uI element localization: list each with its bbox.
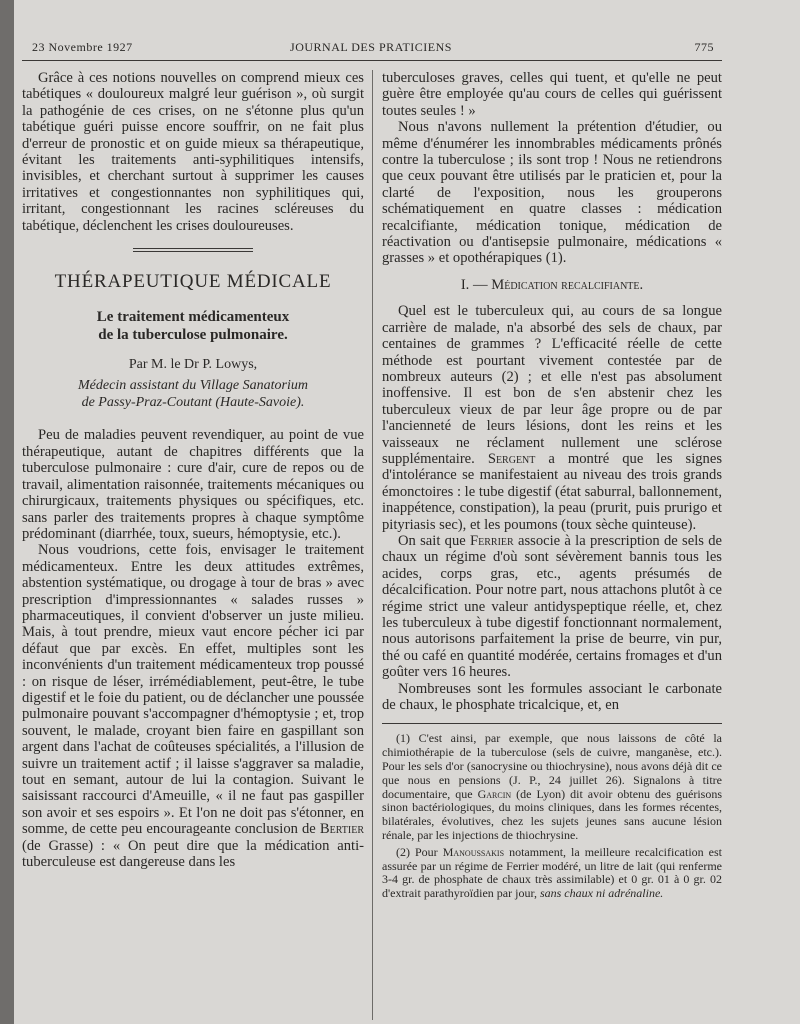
- paragraph-5: [382, 533, 722, 681]
- header-rule: [22, 60, 722, 61]
- author-name-garcin: Garcin: [477, 786, 512, 801]
- running-header: [28, 36, 714, 60]
- byline-role-line2: de Passy-Praz-Coutant (Haute-Savoie).: [81, 395, 305, 411]
- paragraph-continued: tuberculoses graves, celles qui tuent, et qu'elle ne peut guère être employée qu'au cours de celles qui guérissent toutes seules ! »: [382, 70, 722, 119]
- author-name-manoussakis: Manoussakis: [442, 844, 505, 859]
- paragraph-6: Nombreuses sont les formules associant le carbonate de chaux, le phosphate tricalcique, et, en: [382, 680, 722, 714]
- column-rule: [372, 70, 373, 1020]
- paragraph-5-start: On sait que: [398, 532, 466, 549]
- article-title-line2: de la tuberculose pulmonaire.: [98, 327, 288, 344]
- footnote-1-start: (1) C'est ainsi, par exemple, que nous laissons de côté la chimiothérapie de la tuberculose (sels de cuivre, manganèse, etc.). Pour les sels d'or (sanocrysine ou thiochrysine), nous avons déjà dit ce que nous en pensions (J. P., 24 juillet 26). Signalons à titre documentaire, que: [382, 731, 722, 801]
- section-divider: [133, 248, 253, 252]
- article-title: [22, 308, 364, 344]
- article-title-line1: Le traitement médicamenteux: [96, 309, 290, 326]
- paragraph-3: Nous n'avons nullement la prétention d'étudier, ou même d'énumérer les innombrables médicaments prônés contre la tuberculose ; ils sont trop ! Nous ne retiendrons que ceux pouvant être utilisés par le praticien et, pour la clarté de l'exposition, nous les grouperons schématiquement en quatre classes : médication recalcifiante, médication tonique, médication de réactivation ou d'antisepsie pulmonaire, médications « grasses » et opothérapiques (1).: [382, 119, 722, 267]
- footnote-rule: [382, 723, 722, 724]
- header-journal-title: JOURNAL DES PRATICIENS: [290, 40, 452, 54]
- paragraph-4: [382, 303, 722, 533]
- paragraph-4-end: a montré que les signes d'intolérance se manifestaient au niveau des trois grands émonctoires : le tube digestif (état saburral, ballonnement, inappétence, constipation), la peau (prurit, puis prurigo et pityriasis sec), et les poumons (toux sèche quinteuse).: [382, 450, 723, 533]
- paragraph-1: Peu de maladies peuvent revendiquer, au point de vue thérapeutique, autant de chapitres différents que la tuberculose pulmonaire : cure d'air, cure de repos ou de travail, alimentation raisonnée, traitements mécaniques ou chirurgicaux, traitements physiques ou spécifiques, etc. sans parler des traitements propres à chaque symptôme prédominant (diarrhée, toux, sueurs, hémoptysie, etc.).: [22, 427, 364, 542]
- subsection-number: I. —: [460, 276, 488, 293]
- byline-role-line1: Médecin assistant du Village Sanatorium: [78, 378, 308, 394]
- author-name-bertier: Bertier: [319, 821, 364, 838]
- footnote-1-end: (de Lyon) dit avoir obtenu des guérisons sinon bactériologiques, du moins cliniques, dans les formes récentes, bilatérales, évolutives, chez les sujets jeunes sans aucune lésion rénale, par les injections de thiochrysine.: [382, 786, 723, 843]
- header-date: 23 Novembre 1927: [32, 40, 133, 54]
- binding-shadow: [0, 0, 14, 1024]
- author-name-sergent: Sergent: [487, 450, 536, 467]
- byline-author: Par M. le Dr P. Lowys,: [128, 357, 258, 373]
- header-page-number: 775: [694, 40, 714, 54]
- paragraph-2-end: (de Grasse) : « On peut dire que la médication anti-tuberculeuse est dangereuse dans les: [22, 837, 364, 871]
- footnote-1: [382, 732, 722, 842]
- section-title: THÉRAPEUTIQUE MÉDICALE: [54, 271, 332, 293]
- paragraph-4-text: Quel est le tuberculeux qui, au cours de sa longue carrière de malade, n'a absorbé des sels de chaux, par centaines de grammes ? L'efficacité réelle de cette méthode est pourtant vivement contestée par de nombreux auteurs (2) ; et elle n'est pas absolument inoffensive. Il est bon de s'en abstenir chez les tuberculeux vieux de par leur âge propre ou de par l'ancienneté de leurs lésions, dont les reins et les vaisseaux ne réclament nullement une sclérose supplémentaire.: [382, 303, 722, 467]
- left-column: [22, 70, 364, 870]
- author-name-ferrier: Ferrier: [470, 532, 514, 549]
- footnotes: [382, 732, 722, 901]
- footnote-2: [382, 846, 722, 901]
- paragraph-2: [22, 542, 364, 870]
- footnote-2-mid: notamment, la meilleure recalcification est assurée par un régime de Ferrier modéré, un litre de lait (qui renferme 3-4 gr. de phosphate de chaux très assimilable) et 0 gr. 01 à 0 gr. 02 d'extrait parathyroïdien par jour,: [382, 844, 722, 901]
- subsection-heading: [382, 277, 722, 293]
- paragraph-2-text: Nous voudrions, cette fois, envisager le traitement médicamenteux. Entre les deux attitudes extrêmes, abstention systématique, ou drogage à tour de bras » avec prescription d'impressionnantes « salades russes » pharmaceutiques, il convient d'observer un juste milieu. Mais, à tout prendre, mieux vaut encore pécher ici par défaut que par excès. En effet, multiples sont les inconvénients d'un traitement médicamenteux trop poussé : on risque de léser, irrémédiablement, peut-être, le tube digestif et le foie du patient, ou de déclancher une poussée pulmonaire pouvant s'accompagner d'hémoptysie ; et, trop souvent, le malade, croyant bien faire en gaspillant son argent dans l'achat de coûteuses spécialités, a l'illusion de suivre un traitement actif ; il laisse s'aggraver sa maladie, tout en semant, autour de lui la contagion. Suivant le saisissant raccourci d'Ameuille, « il ne faut pas gaspiller son avoir et ses espoirs ». Et l'on ne doit pas s'étonner, en somme, de cette peu encourageante conclusion de: [22, 542, 364, 838]
- subsection-title: Médication recalcifiante.: [491, 276, 644, 293]
- right-column: [382, 70, 722, 904]
- footnote-2-italic: sans chaux ni adrénaline.: [539, 886, 664, 901]
- byline: [22, 356, 364, 411]
- paragraph-intro: Grâce à ces notions nouvelles on comprend mieux ces tabétiques « douloureux malgré leur guérison », où surgit la pathogénie de ces crises, on ne s'étonne plus qu'un tabétique guéri puisse encore souffrir, on ne fait plus d'erreur de pronostic et on guide mieux sa thérapeutique, évitant les traitements anti-syphilitiques intensifs, invisibles, et cherchant surtout à supprimer les causes irritatives et congestionnantes non syphilitiques qui, irritant, congestionnant les racines scléreuses du tabétique, déclenchent les crises douloureuses.: [22, 70, 364, 234]
- paragraph-5-end: associe à la prescription de sels de chaux un régime d'où sont sévèrement bannis tous les acides, corps gras, etc., agents présumés de décalcification. Pour notre part, nous attachons plutôt à ce régime strict une valeur antidyspeptique réelle, et, chez les tuberculeux à tube digestif fonctionnant normalement, nous autorisons parfaitement la prise de beurre, vin pur, thé ou café en quantité modérée, certains fromages et d'un goûter vers 16 heures.: [382, 532, 722, 681]
- footnote-2-start: (2) Pour: [396, 844, 438, 859]
